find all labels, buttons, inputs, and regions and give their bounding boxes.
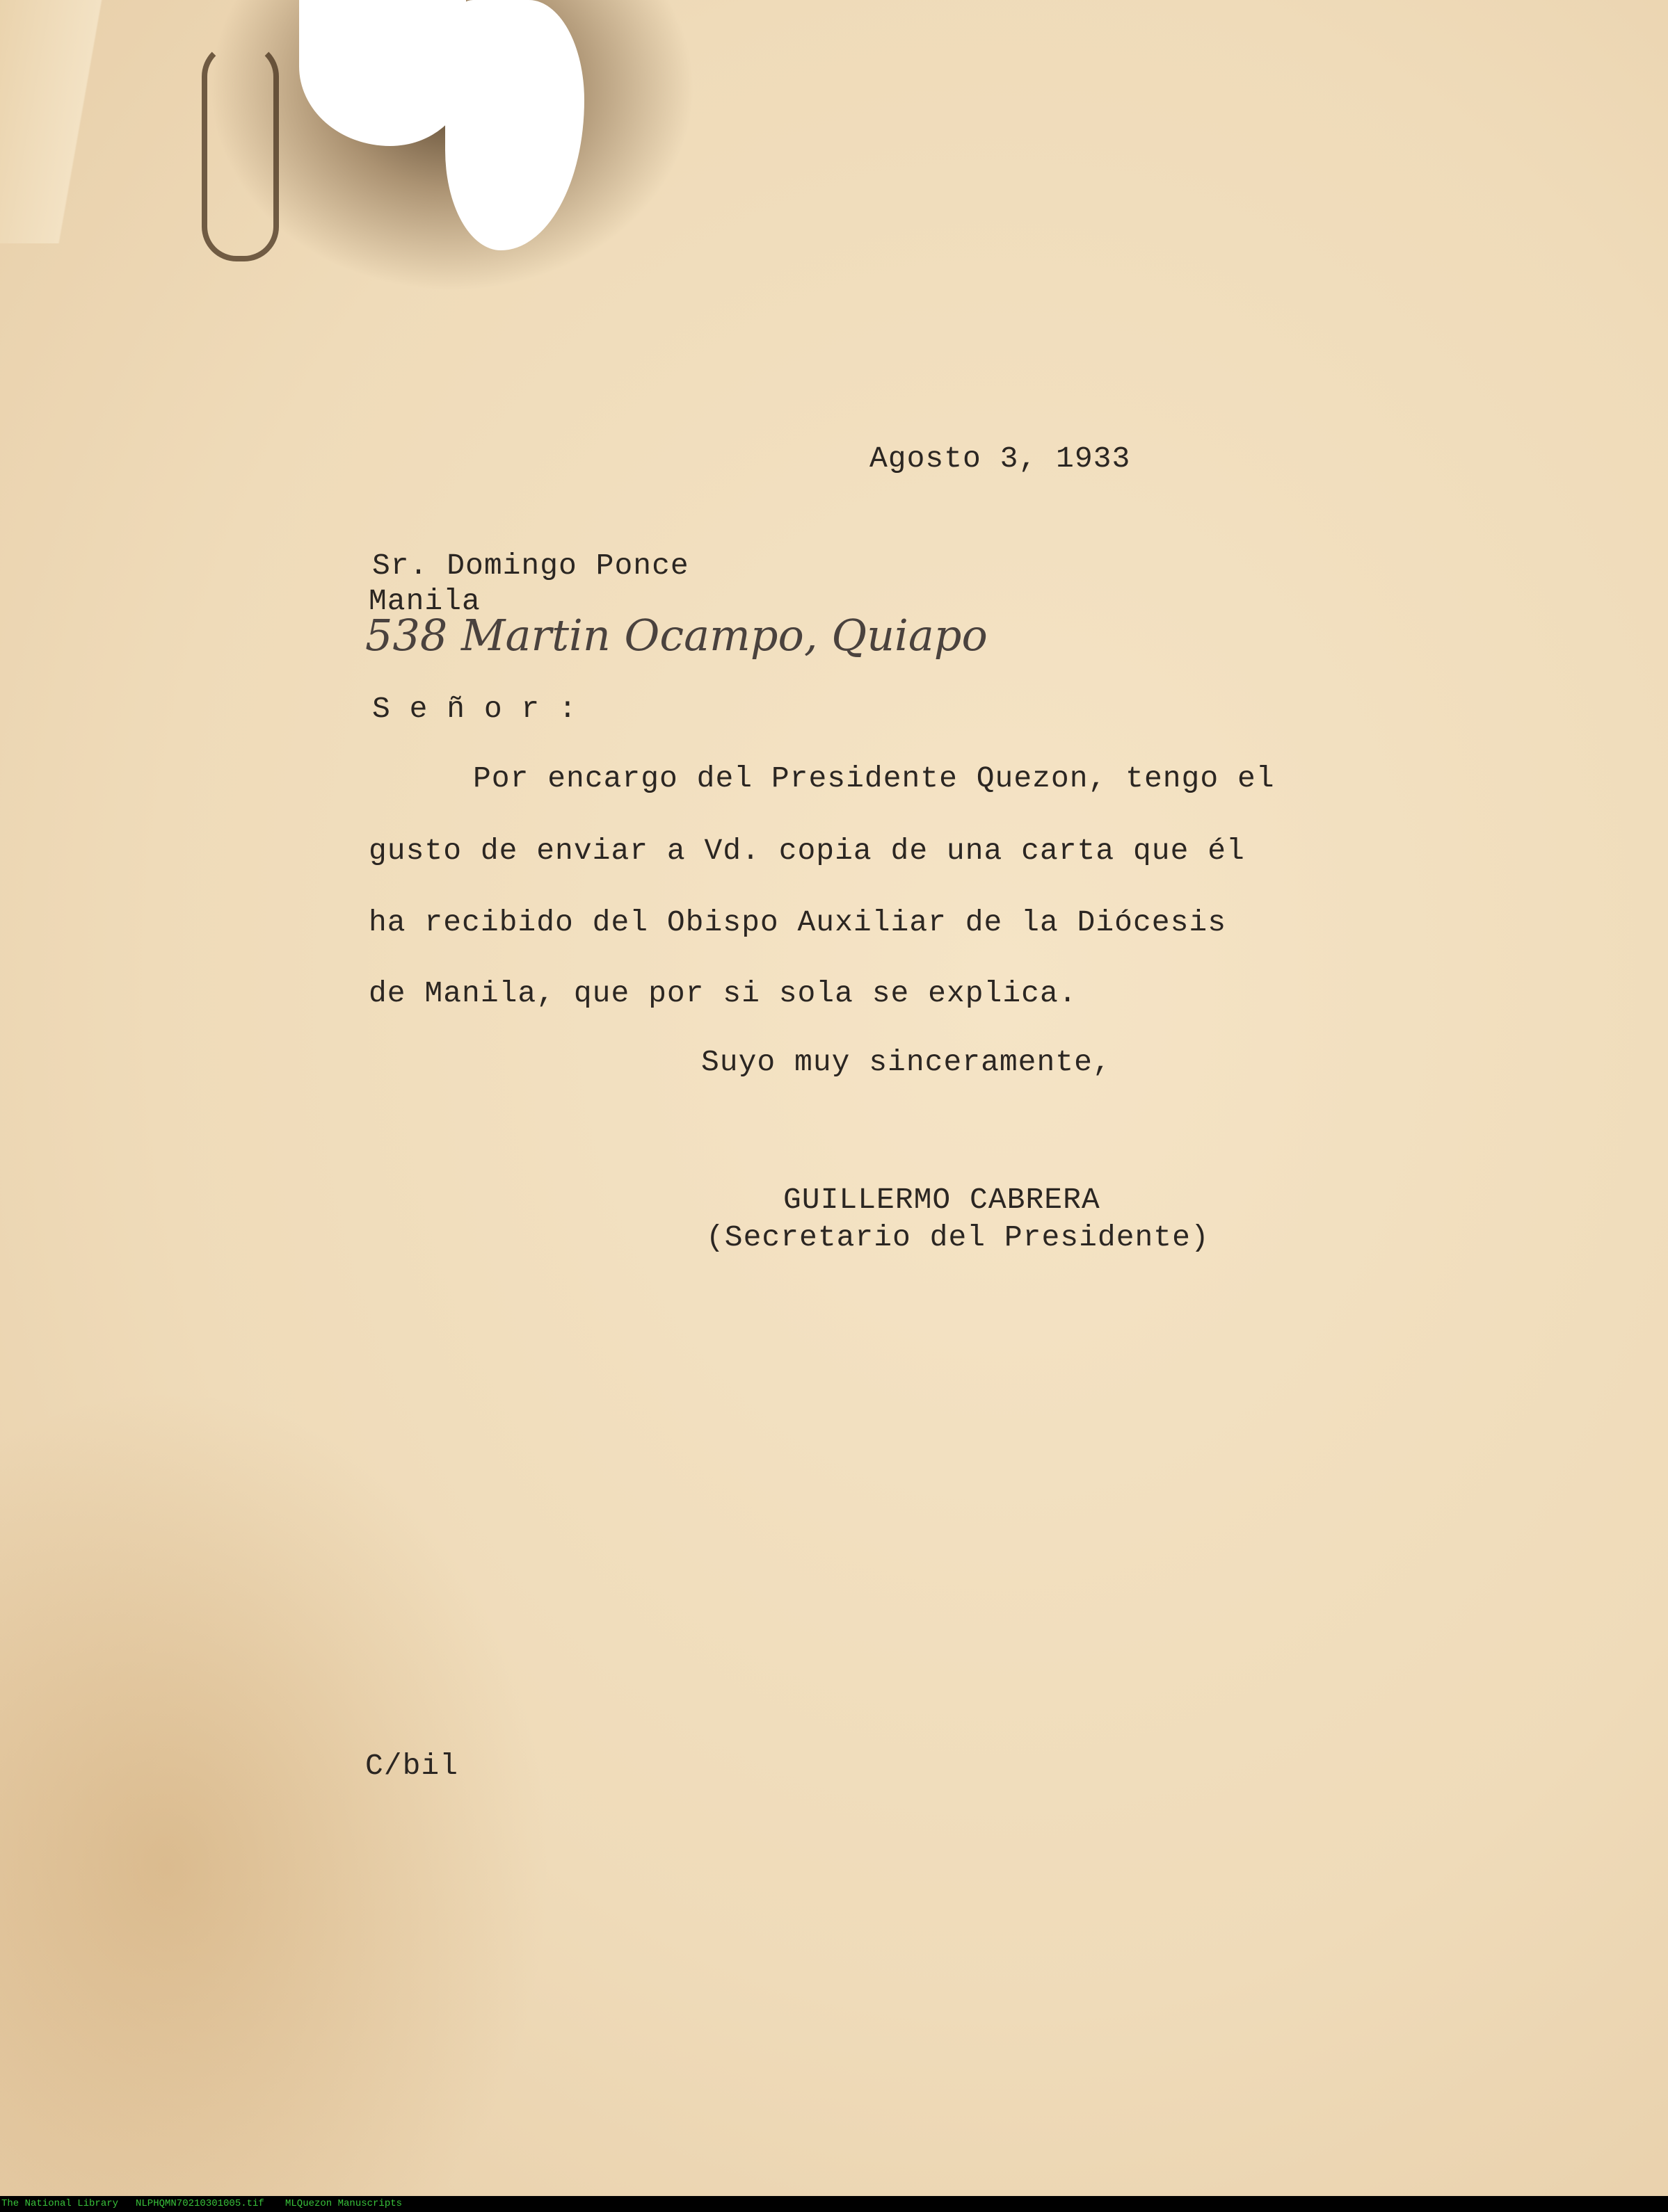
recipient-city: Manila	[369, 584, 481, 618]
salutation: S e ñ o r :	[372, 692, 577, 726]
letter-date: Agosto 3, 1933	[869, 442, 1131, 476]
body-line-4: de Manila, que por si sola se explica.	[369, 976, 1077, 1010]
paperclip-mark	[202, 42, 279, 261]
signer-name: GUILLERMO CABRERA	[783, 1183, 1100, 1217]
closing: Suyo muy sinceramente,	[701, 1045, 1112, 1079]
footer-collection: MLQuezon Manuscripts	[285, 2198, 403, 2209]
folded-corner	[0, 0, 125, 243]
recipient-name: Sr. Domingo Ponce	[372, 549, 689, 583]
footer-filename: NLPHQMN70210301005.tif	[136, 2198, 264, 2209]
body-line-1: Por encargo del Presidente Quezon, tengo el	[473, 761, 1275, 796]
footer-institution: The National Library	[1, 2198, 119, 2209]
body-line-2: gusto de enviar a Vd. copia de una carta que él	[369, 834, 1245, 868]
archive-footer	[0, 2196, 1668, 2212]
signer-title: (Secretario del Presidente)	[706, 1220, 1210, 1254]
reference-initials: C/bil	[365, 1749, 459, 1783]
handwritten-address: 538 Martin Ocampo, Quiapo	[365, 610, 988, 661]
body-line-3: ha recibido del Obispo Auxiliar de la Diócesis	[369, 905, 1226, 939]
